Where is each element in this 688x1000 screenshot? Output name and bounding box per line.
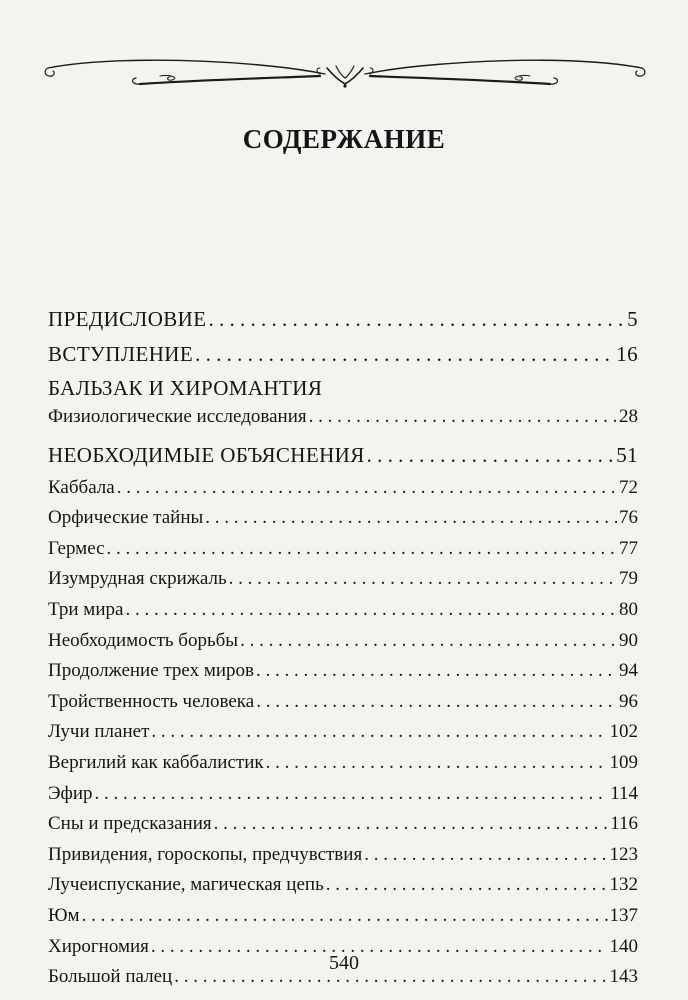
toc-entry-page: 132 — [609, 874, 638, 896]
toc-section-heading[interactable]: БАЛЬЗАК И ХИРОМАНТИЯ — [48, 376, 323, 400]
toc-entry-title: Хирогномия — [48, 935, 149, 957]
toc-entry-title: Эфир — [48, 782, 93, 804]
toc-entry[interactable] — [48, 870, 638, 901]
dot-leader — [205, 503, 617, 534]
toc-entry[interactable] — [48, 809, 638, 840]
toc-entry-page: 143 — [609, 966, 638, 988]
toc-entry-page: 109 — [609, 751, 638, 773]
toc-entry-title: Лучеиспускание, магическая цепь — [48, 874, 324, 896]
toc-entry-page: 123 — [609, 843, 638, 865]
dot-leader — [256, 687, 617, 718]
toc-entry-page: 51 — [616, 442, 638, 467]
toc-entry-title: Сны и предсказания — [48, 813, 212, 835]
toc-entry-page: 79 — [619, 568, 638, 590]
page-number: 540 — [329, 952, 359, 974]
toc-entry-title: Вергилий как каббалистик — [48, 751, 264, 773]
toc-entry[interactable] — [48, 656, 638, 687]
toc-entry-page: 90 — [619, 629, 638, 651]
toc-entry-title: Лучи планет — [48, 721, 150, 743]
toc-entry-title: Физиологические исследования — [48, 406, 307, 427]
dot-leader — [107, 534, 617, 565]
toc-entry[interactable] — [48, 840, 638, 871]
toc-entry-page: 77 — [619, 537, 638, 559]
toc-entry[interactable] — [48, 402, 638, 433]
dot-leader — [117, 473, 617, 504]
toc-entry[interactable] — [48, 473, 638, 504]
toc-entry-page: 94 — [619, 660, 638, 682]
toc-entry-page: 140 — [609, 935, 638, 957]
table-of-contents — [48, 302, 638, 993]
toc-entry-page: 72 — [619, 476, 638, 498]
dot-leader — [364, 840, 607, 871]
toc-entry-title: Каббала — [48, 476, 115, 498]
toc-entry-title: Изумрудная скрижаль — [48, 568, 227, 590]
dot-leader — [309, 402, 617, 433]
toc-entry[interactable] — [48, 433, 638, 473]
dot-leader — [125, 595, 617, 626]
dot-leader — [326, 870, 608, 901]
toc-entry-page: 102 — [609, 721, 638, 743]
toc-entry[interactable] — [48, 717, 638, 748]
toc-entry-title: Необходимость борьбы — [48, 629, 239, 651]
dot-leader — [240, 626, 617, 657]
dot-leader — [95, 779, 609, 810]
toc-entry-page: 16 — [616, 342, 638, 366]
toc-entry-title: Большой палец — [48, 966, 173, 988]
toc-entry-title: Орфические тайны — [48, 507, 204, 529]
toc-entry-page: 96 — [619, 690, 638, 712]
toc-entry-page: 114 — [610, 782, 638, 804]
toc-entry[interactable] — [48, 534, 638, 565]
toc-entry-page: 5 — [627, 307, 638, 331]
dot-leader — [214, 809, 609, 840]
toc-entry-title: Три мира — [48, 598, 124, 620]
toc-entry[interactable] — [48, 337, 638, 374]
dot-leader — [367, 433, 615, 477]
toc-entry[interactable] — [48, 564, 638, 595]
toc-entry[interactable] — [48, 302, 638, 337]
toc-entry[interactable] — [48, 779, 638, 810]
dot-leader — [229, 564, 617, 595]
toc-entry-page: 80 — [619, 598, 638, 620]
toc-entry-page: 76 — [619, 507, 638, 529]
dot-leader — [208, 302, 625, 337]
toc-entry-title: Тройственность человека — [48, 690, 255, 712]
toc-entry-page: 116 — [610, 813, 638, 835]
toc-entry[interactable] — [48, 595, 638, 626]
toc-entry[interactable] — [48, 901, 638, 932]
toc-entry-title: ПРЕДИСЛОВИЕ — [48, 307, 207, 331]
dot-leader — [195, 337, 614, 372]
page-title: СОДЕРЖАНИЕ — [242, 124, 446, 154]
toc-entry-title: НЕОБХОДИМЫЕ ОБЪЯСНЕНИЯ — [48, 442, 365, 467]
toc-entry[interactable] — [48, 503, 638, 534]
toc-entry-title: Привидения, гороскопы, предчувствия — [48, 843, 363, 865]
toc-entry-title: Юм — [48, 904, 80, 926]
dot-leader — [266, 748, 608, 779]
toc-entry-title: Продолжение трех миров — [48, 660, 255, 682]
dot-leader — [82, 901, 608, 932]
dot-leader — [151, 717, 607, 748]
toc-entry-title: ВСТУПЛЕНИЕ — [48, 342, 194, 366]
toc-entry-title: Гермес — [48, 537, 105, 559]
decorative-flourish — [40, 38, 650, 94]
toc-entry-page: 137 — [609, 904, 638, 926]
toc-entry[interactable] — [48, 687, 638, 718]
toc-entry[interactable] — [48, 626, 638, 657]
dot-leader — [256, 656, 617, 687]
toc-entry-page: 28 — [619, 406, 638, 427]
toc-entry[interactable] — [48, 748, 638, 779]
